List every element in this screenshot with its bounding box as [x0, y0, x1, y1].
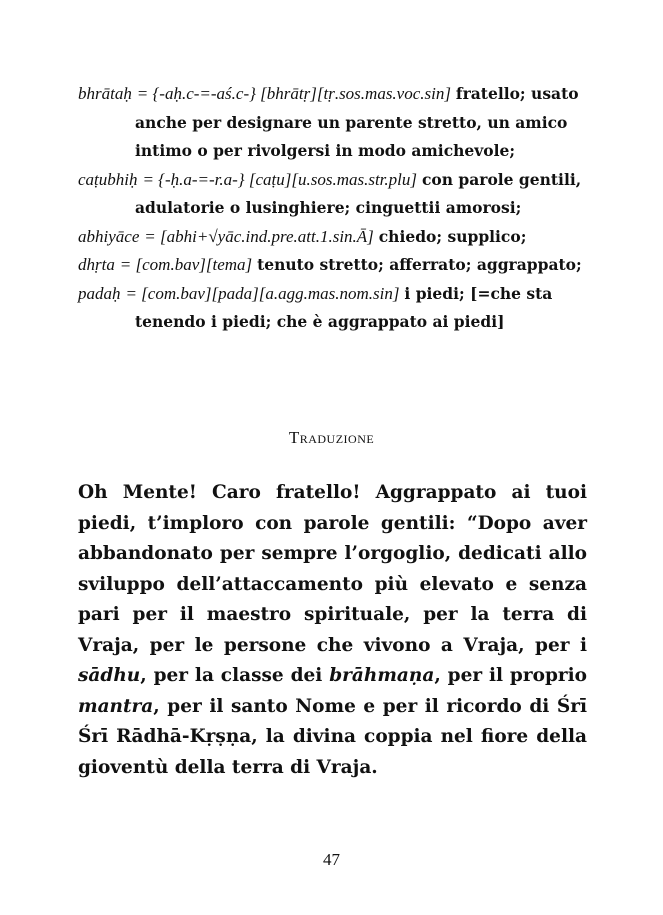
glossary-grammar: = [com.bav][tema] [119, 255, 253, 274]
glossary-meaning: con parole gentili, adulatorie o lusinghiere; cinguettii amorosi; [135, 169, 582, 217]
translation-paragraph [78, 478, 587, 783]
glossary-entry [78, 223, 583, 252]
translation-text: , per la classe dei [140, 665, 330, 686]
emphasis-word: mantra [78, 695, 154, 717]
glossary-term: bhrātaḥ [78, 84, 132, 103]
translation-text: , per il santo Nome e per il ricordo di Śrī Śrī Rādhā-Kṛṣṇa, la divina coppia nel fiore della gioventù della terra di Vraja. [78, 695, 587, 778]
glossary-meaning: chiedo; supplico; [378, 226, 527, 246]
section-heading: Traduzione [288, 428, 375, 447]
glossary-grammar: = {-aḥ.c-=-aś.c-} [bhrātṛ][tṛ.sos.mas.voc.sin] [136, 84, 451, 103]
emphasis-word: brāhmaṇa [329, 665, 435, 686]
glossary-term: dhṛta [78, 255, 115, 274]
glossary-grammar: = {-ḥ.a-=-r.a-} [caṭu][u.sos.mas.str.plu] [142, 169, 418, 189]
glossary-grammar: = [abhi+√yāc.ind.pre.att.1.sin.Ā] [144, 226, 374, 246]
glossary-meaning: fratello; usato anche per designare un parente stretto, un amico intimo o per rivolgersi in modo amichevole; [135, 84, 579, 160]
glossary-grammar: = [com.bav][pada][a.agg.mas.nom.sin] [125, 283, 400, 303]
glossary-entry [78, 280, 583, 337]
page-number: 47 [323, 850, 340, 869]
glossary-meaning: tenuto stretto; afferrato; aggrappato; [257, 255, 582, 274]
glossary-meaning: i piedi; [=che sta tenendo i piedi; che è aggrappato ai piedi] [135, 283, 553, 331]
translation-text: , per il proprio [434, 665, 588, 686]
glossary-term: padaḥ [78, 283, 121, 303]
glossary-entry [78, 166, 583, 223]
emphasis-word: sādhu [78, 665, 141, 686]
glossary-entry [78, 251, 583, 280]
glossary-term: abhiyāce [78, 226, 140, 246]
glossary-entry [78, 80, 583, 166]
word-glossary [78, 80, 583, 337]
glossary-term: caṭubhiḥ [78, 169, 138, 189]
translation-text: Oh Mente! Caro fratello! Aggrappato ai tuoi piedi, t’imploro con parole gentili: “Dopo aver abbandonato per sempre l’orgoglio, dedicati allo sviluppo dell’attaccamento più elevato e senza pari per il maestro spirituale, per la terra di Vraja, per le persone che vivono a Vraja, per i [78, 482, 587, 656]
